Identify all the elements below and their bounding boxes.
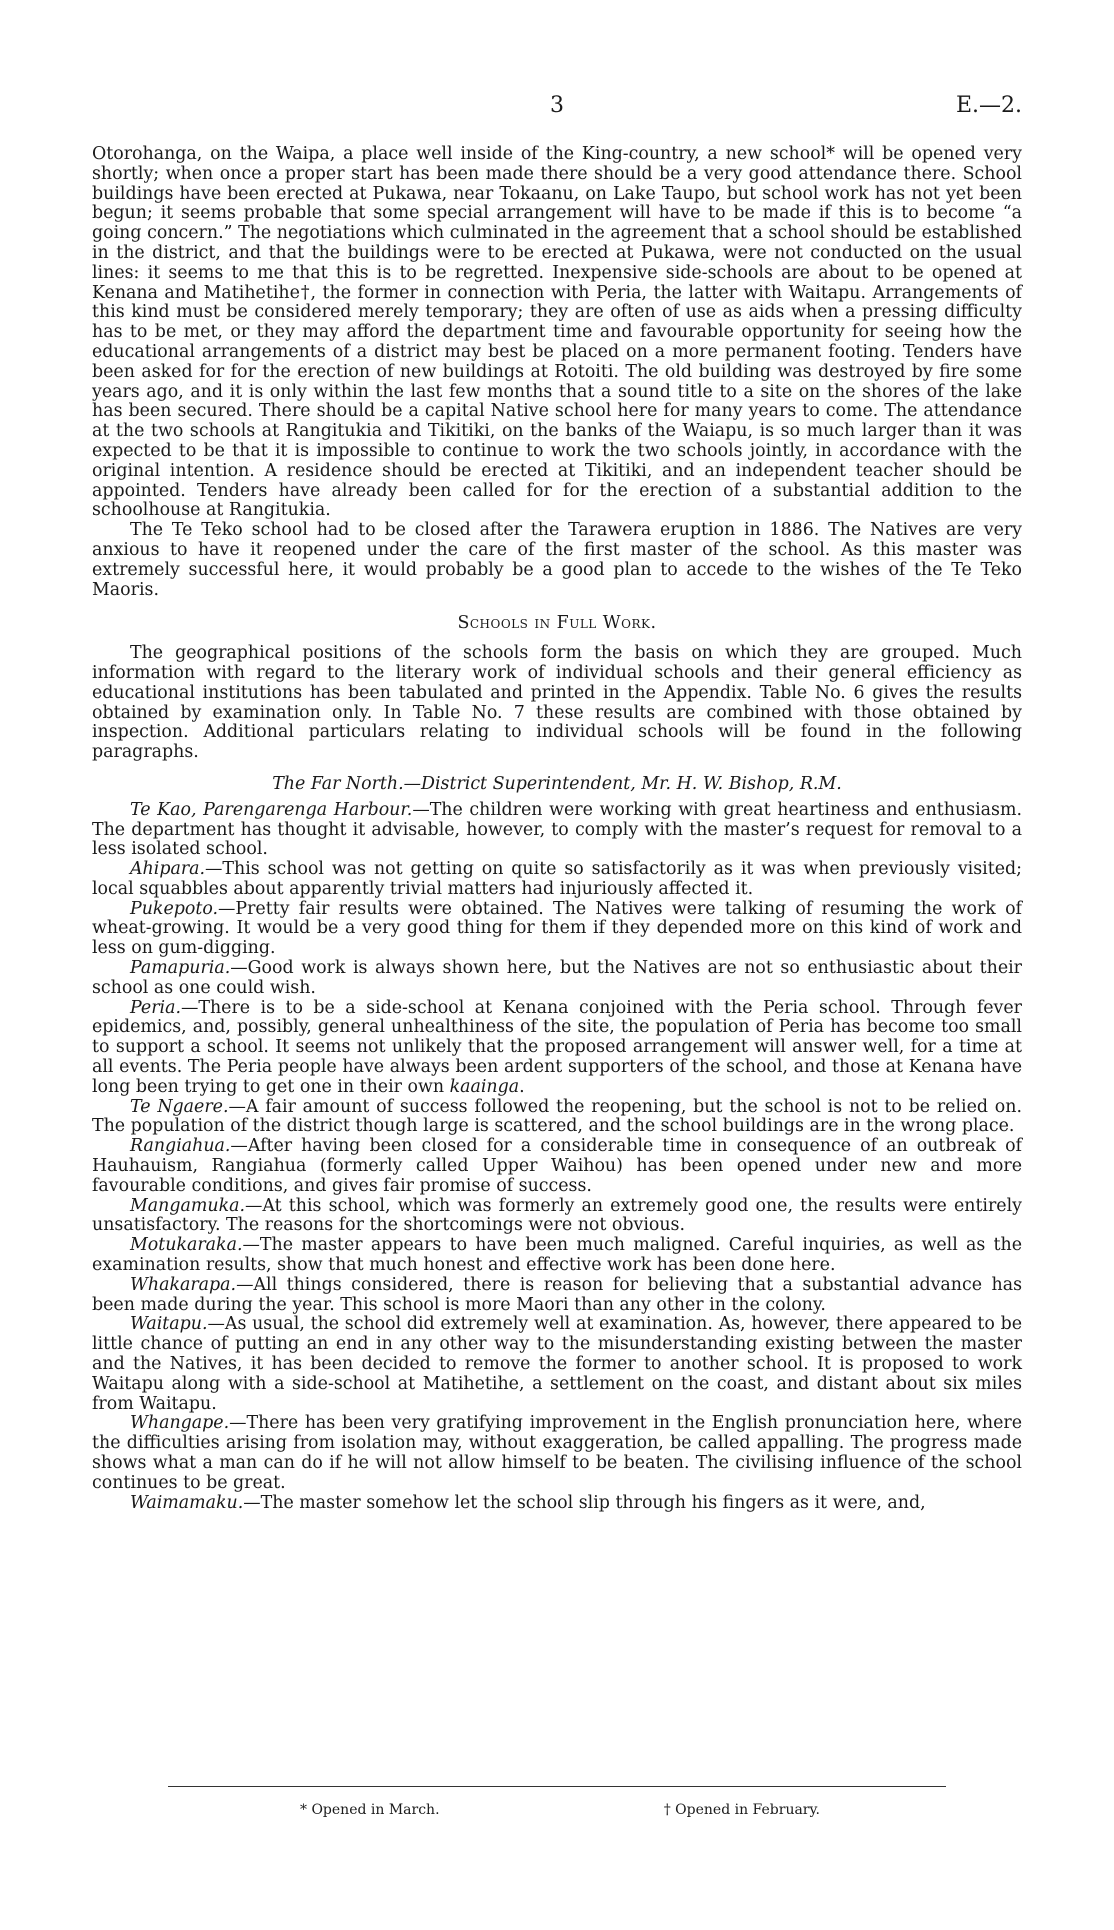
school-text: —A fair amount of success followed the reopening, but the school is not to be relied on. The population of the district though large is scattered, and the school buildings are in the wrong place. [92,1096,1022,1137]
school-text: —Good work is always shown here, but the Natives are not so enthusiastic about their school as one could wish. [92,958,1022,998]
school-entry [92,1315,1022,1414]
school-entry [92,900,1022,959]
section-paragraph: The geographical positions of the schools form the basis on which they are grouped. Much information with regard to the literary work of individual schools and their general efficiency as educational institutions has been tabulated and printed in the Appendix. Table No. 6 gives the results obtained by examination only. In Table No. 7 these results are combined with those obtained by inspection. Additional particulars relating to individual schools will be found in the following paragraphs. [92,643,1022,763]
school-name: Waimamaku. [130,1492,244,1513]
school-entry [92,860,1022,900]
district-heading: The Far North.—District Superintendent, Mr. H. W. Bishop, R.M. [272,773,842,794]
school-entry [92,1414,1022,1493]
school-text: —This school was not getting on quite so satisfactorily as it was when previously visited; local squabbles about apparently trivial matters had injuriously affected it. [92,859,1022,899]
school-text: —All things considered, there is reason for believing that a substantial advance has been made during the year. This school is more Maori than any other in the colony. [92,1274,1022,1315]
school-name: Pamapuria. [130,958,231,979]
school-entry [92,1276,1022,1316]
school-text: —The master appears to have been much maligned. Careful inquiries, as well as the examination results, show that much honest and effective work has been done here. [92,1235,1022,1276]
school-text-italic: kaainga [449,1076,520,1097]
school-name: Te Ngaere. [130,1096,229,1117]
section-heading: Schools in Full Work. [457,613,657,634]
school-name: Pukepoto. [130,898,219,919]
school-name: Whakarapa. [130,1274,237,1295]
school-text: —There is to be a side-school at Kenana conjoined with the Peria school. Through fever epidemics, and, possibly, general unhealthiness of the site, the population of Peria has become too small to support a school. It seems not unlikely that the proposed arrangement will answer well, for a time at all events. The Peria people have always been ardent supporters of the school, and those at Kenana have long been trying to get one in their own [92,997,1022,1097]
school-name: Rangiahua. [130,1136,231,1157]
school-entry [92,999,1022,1098]
school-text: —Pretty fair results were obtained. The Natives were talking of resuming the work of wheat-growing. It would be a very good thing for them if they depended more on this kind of work and less on gum-digging. [92,898,1022,959]
intro-paragraph: Otorohanga, on the Waipa, a place well inside of the King-country, a new school* will be opened very shortly; when once a proper start has been made there should be a very good attendance there. School buildings have been erected at Pukawa, near Tokaanu, on Lake Taupo, but school work has not yet been begun; it seems probable that some special arrangement will have to be made if this is to become “a going concern.” The negotiations which culminated in the agreement that a school should be established in the district, and that the buildings were to be erected at Pukawa, were not conducted on the usual lines: it seems to me that this is to be regretted. Inexpensive side-schools are about to be opened at Kenana and Matihetihe†, the former in connection with Peria, the latter with Waitapu. Arrangements of this kind must be considered merely temporary; they are often of use as aids when a pressing difficulty has to be met, or they may afford the department time and favourable opportunity for seeing how the educational arrangements of a district may best be placed on a more permanent footing. Tenders have been asked for for the erection of new buildings at Rotoiti. The old building was destroyed by fire some years ago, and it is only within the last few months that a sound title to a site on the shores of the lake has been secured. There should be a capital Native school here for many years to come. The attendance at the two schools at Rangitukia and Tikitiki, on the banks of the Waiapu, is so much larger than it was expected to be that it is impossible to continue to work the two schools jointly, in accordance with the original intention. A residence should be erected at Tikitiki, and an independent teacher should be appointed. Tenders have already been called for for the erection of a substantial addition to the schoolhouse at Rangitukia. [92,144,1022,521]
footnote-divider [168,1786,946,1787]
school-text: —At this school, which was formerly an extremely good one, the results were entirely unsatisfactory. The reasons for the shortcomings were not obvious. [92,1195,1022,1236]
footnote: * Opened in March. [300,1802,440,1818]
footnotes [300,1802,820,1818]
school-name: Mangamuka. [130,1195,246,1216]
school-entry [92,1098,1022,1138]
school-entry [92,1197,1022,1237]
document-code: E.—2. [955,93,1022,118]
school-entry [92,801,1022,860]
school-name: Whangape. [130,1413,230,1434]
school-name: Waitapu. [130,1314,208,1335]
school-entry [92,959,1022,999]
page-header [92,93,1022,123]
school-text-end: . [519,1076,525,1097]
school-entry [92,1236,1022,1276]
school-text: —The master somehow let the school slip through his fingers as it were, and, [243,1492,926,1513]
footnote: † Opened in February. [663,1802,820,1818]
school-name: Ahipara. [130,859,206,880]
document-body [92,145,1022,1513]
school-text: —As usual, the school did extremely well at examination. As, however, there appeared to be little chance of putting an end in any other way to the misunderstanding existing between the master and the Natives, it has been decided to remove the former to another school. It is proposed to work Waitapu along with a side-school at Matihetihe, a settlement on the coast, and distant about six miles from Waitapu. [92,1314,1022,1414]
school-entry [92,1137,1022,1196]
school-name: Te Kao, Parengarenga Harbour. [130,799,413,820]
school-entry [92,1494,1022,1514]
school-text: —The children were working with great heartiness and enthusiasm. The department has thought it advisable, however, to comply with the master’s request for removal to a less isolated school. [92,799,1022,860]
school-name: Peria. [130,997,181,1018]
school-name: Motukaraka. [130,1235,243,1256]
school-text: —There has been very gratifying improvement in the English pronunciation here, where the difficulties arising from isolation may, without exaggeration, be called appalling. The progress made shows what a man can do if he will not allow himself to be beaten. The civilising influence of the school continues to be great. [92,1413,1022,1493]
intro-paragraph: The Te Teko school had to be closed after the Tarawera eruption in 1886. The Natives are very anxious to have it reopened under the care of the first master of the school. As this master was extremely successful here, it would probably be a good plan to accede to the wishes of the Te Teko Maoris. [92,520,1022,600]
page-number: 3 [550,93,564,118]
school-text: —After having been closed for a considerable time in consequence of an outbreak of Hauhauism, Rangiahua (formerly called Upper Waihou) has been opened under new and more favourable conditions, and gives fair promise of success. [92,1136,1022,1196]
